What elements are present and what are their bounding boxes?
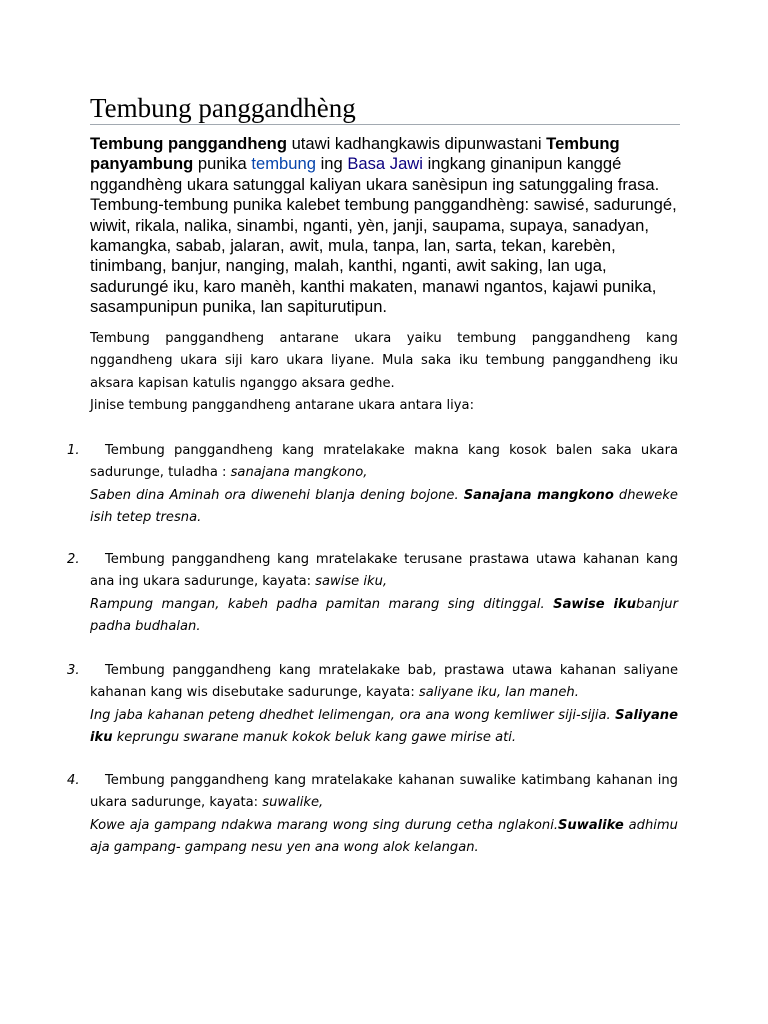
- list-item-example: [90, 705, 678, 750]
- example-keyword: Sawise iku: [553, 596, 637, 612]
- example-text: Saben dina Aminah ora diwenehi blanja dening bojone.: [90, 487, 464, 503]
- example-text: Kowe aja gampang ndakwa marang wong sing durung cetha nglakoni.: [90, 817, 558, 833]
- list-item-number: 3.: [67, 663, 80, 678]
- link-tembung[interactable]: tembung: [251, 154, 316, 174]
- intro-text-3: ing: [315, 154, 348, 174]
- title-divider: [90, 124, 680, 125]
- intro-paragraph: [90, 134, 678, 318]
- list-item-number: 4.: [67, 773, 80, 788]
- list-item-number: 2.: [67, 552, 80, 567]
- list-item-number: 1.: [67, 443, 80, 458]
- example-text: keprungu swarane manuk kokok beluk kang gawe mirise ati.: [112, 730, 517, 746]
- intro-alt-term: Tembung panyambung: [90, 134, 620, 174]
- description-example-word: sawise iku,: [315, 574, 388, 590]
- list-intro: Jinise tembung panggandheng antarane ukara antara liya:: [90, 398, 474, 413]
- intro-text-1: utawi kadhangkawis dipunwastani: [286, 134, 547, 153]
- description-text: Tembung panggandheng kang mratelakake makna kang kosok balen saka ukara sadurunge, tuladha :: [90, 443, 678, 481]
- list-item-description: [90, 660, 678, 705]
- example-text: Rampung mangan, kabeh padha pamitan marang sing ditinggal.: [90, 596, 554, 612]
- description-example-word: saliyane iku, lan maneh.: [418, 685, 579, 701]
- example-text: dheweke isih tetep tresna.: [90, 487, 678, 526]
- list-item-example: [90, 815, 678, 860]
- list-item-4: [67, 770, 678, 860]
- example-keyword: Sanajana mangkono: [463, 487, 614, 503]
- example-keyword: Suwalike: [558, 817, 624, 833]
- intro-text-2: punika: [193, 154, 252, 174]
- list-item-example: [90, 485, 678, 530]
- description-text: Tembung panggandheng kang mratelakake bab, prastawa utawa kahanan saliyane kahanan kang wis disebutake sadurunge, kayata:: [90, 663, 678, 701]
- intro-text-4: ingkang ginanipun kanggé nggandhèng ukara satunggal kaliyan ukara sanèsipun ing satunggaling frasa. Tembung-tembung punika kalebet tembung panggandhèng: sawisé, sadurungé, wiwit, rikala, nalika, sinambi, nganti, yèn, janji, saupama, supaya, sanadyan, kamangka, sabab, jalaran, awit, mula, tanpa, lan, sarta, tekan, karebèn, tinimbang, banjur, nanging, malah, kanthi, nganti, awit saking, lan uga, sadurungé iku, karo manèh, kanthi makaten, manawi ngantos, kajawi punika, sasampunipun punika, lan sapiturutipun.: [90, 154, 677, 317]
- list-item-2: [67, 549, 678, 639]
- list-item-1: [67, 440, 678, 530]
- link-basa-jawi[interactable]: Basa Jawi: [347, 154, 423, 174]
- example-text: adhimu aja gampang- gampang nesu yen ana wong alok kelangan.: [90, 817, 678, 856]
- description-example-word: sanajana mangkono,: [230, 465, 368, 481]
- example-keyword: Saliyane iku: [90, 707, 678, 746]
- list-item-description: [90, 440, 678, 485]
- description-example-word: suwalike,: [262, 795, 324, 811]
- definition-paragraph: Tembung panggandheng antarane ukara yaiku tembung panggandheng kang nggandheng ukara siji karo ukara liyane. Mula saka iku tembung panggandheng iku aksara kapisan katulis nganggo aksara gedhe.: [90, 331, 678, 391]
- list-item-example: [90, 594, 678, 639]
- description-text: Tembung panggandheng kang mratelakake kahanan suwalike katimbang kahanan ing ukara sadurunge, kayata:: [90, 773, 678, 811]
- page-title: Tembung panggandhèng: [90, 93, 356, 123]
- list-item-3: [67, 660, 678, 750]
- example-text: Ing jaba kahanan peteng dhedhet lelimengan, ora ana wong kemliwer siji-sijia.: [90, 707, 616, 723]
- list-item-description: [90, 770, 678, 815]
- example-text: banjur padha budhalan.: [90, 596, 678, 635]
- list-item-description: [90, 549, 678, 594]
- intro-term: Tembung panggandheng: [90, 134, 287, 153]
- description-text: Tembung panggandheng kang mratelakake terusane prastawa utawa kahanan kang ana ing ukara sadurunge, kayata:: [90, 552, 678, 590]
